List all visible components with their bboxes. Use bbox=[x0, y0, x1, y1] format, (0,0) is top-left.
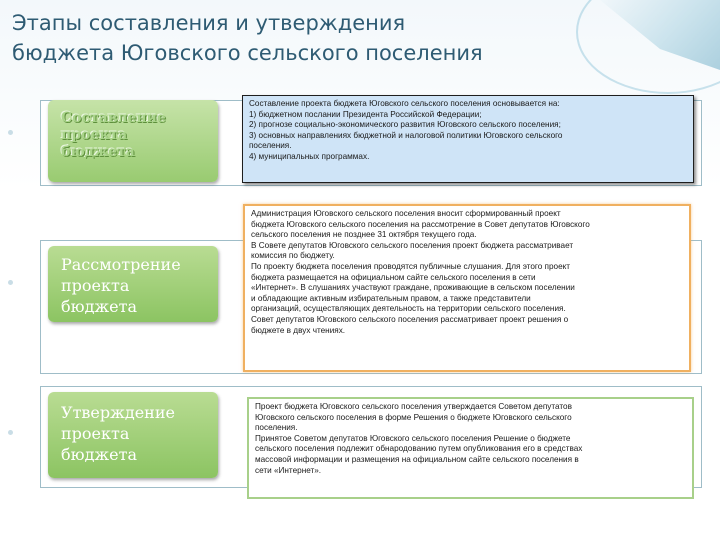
description-line: Администрация Юговского сельского поселения вносит сформированный проект bbox=[251, 209, 561, 218]
stage-compose-description bbox=[242, 95, 694, 183]
description-line: В Совете депутатов Юговского сельского поселения проект бюджета рассматривает bbox=[251, 240, 574, 250]
stage-label-line: бюджета bbox=[61, 297, 137, 316]
title-line-1: Этапы составления и утверждения bbox=[12, 11, 406, 35]
stage-label-line: Составление bbox=[61, 110, 166, 126]
description-line: Проект бюджета Юговского сельского поселения утверждается Советом депутатов bbox=[255, 402, 572, 411]
description-line: бюджета Юговского сельского поселения на рассмотрение в Совет депутатов Юговского bbox=[251, 219, 590, 229]
stage-review-budget bbox=[48, 246, 218, 322]
description-line: «Интернет». В слушаниях участвуют граждане, проживающие в сельском поселении bbox=[251, 283, 575, 293]
description-line: организаций, осуществляющих деятельность на территории сельского поселения. bbox=[251, 304, 566, 314]
decorative-dot bbox=[8, 280, 13, 285]
description-line: сельского поселения подлежит обнародованию путем опубликования его в средствах bbox=[255, 444, 583, 454]
stage-label-line: проекта bbox=[61, 276, 130, 295]
stage-label-line: Рассмотрение bbox=[61, 255, 181, 274]
description-line: комиссия по бюджету. bbox=[251, 251, 335, 261]
description-line: сельского поселения не позднее 31 октября текущего года. bbox=[251, 230, 477, 240]
stage-label-line: бюджета bbox=[61, 445, 137, 464]
description-line: и обладающие активным избирательным правом, а также представители bbox=[251, 293, 531, 303]
description-line: массовой информации и размещения на официальном сайте сельского поселения в bbox=[255, 454, 579, 464]
description-line: бюджете в двух чтениях. bbox=[251, 325, 346, 335]
stage-label-line: проекта bbox=[61, 424, 130, 443]
decorative-dot bbox=[8, 430, 13, 435]
decorative-corner-curve bbox=[576, 0, 720, 94]
description-line: Совет депутатов Юговского сельского поселения рассматривает проект решения о bbox=[251, 314, 569, 324]
description-line: бюджета размещается на официальном сайте сельского поселения в сети bbox=[251, 272, 536, 282]
stage-review-description bbox=[243, 204, 691, 372]
stage-label-line: Утверждение bbox=[61, 403, 175, 422]
description-line: По проекту бюджета поселения проводятся публичные слушания. Для этого проект bbox=[251, 261, 571, 271]
title-line-2: бюджета Юговского сельского поселения bbox=[12, 41, 483, 65]
stage-approve-budget bbox=[48, 392, 218, 478]
description-line: поселения. bbox=[255, 423, 298, 433]
stage-label-line: бюджета bbox=[61, 144, 135, 160]
decorative-dot bbox=[8, 130, 13, 135]
description-line: сети «Интернет». bbox=[255, 465, 322, 475]
description-line: Юговского сельского поселения в форме Решения о бюджете Юговского сельского bbox=[255, 412, 572, 422]
slide-title bbox=[12, 8, 572, 68]
description-line: 2) прогнозе социально-экономического развития Юговского сельского поселения; bbox=[249, 120, 561, 130]
stage-approve-description bbox=[247, 397, 694, 499]
description-line: 1) бюджетном послании Президента Российской Федерации; bbox=[249, 109, 482, 119]
stage-compose-budget bbox=[48, 100, 218, 182]
stage-label-line: проекта bbox=[61, 127, 128, 143]
description-line: Составление проекта бюджета Юговского сельского поселения основывается на: bbox=[249, 99, 560, 108]
description-line: Принятое Советом депутатов Юговского сельского поселения Решение о бюджете bbox=[255, 433, 571, 443]
description-line: 4) муниципальных программах. bbox=[249, 151, 370, 161]
description-line: 3) основных направлениях бюджетной и налоговой политики Юговского сельского bbox=[249, 130, 563, 140]
description-line: поселения. bbox=[249, 141, 292, 151]
